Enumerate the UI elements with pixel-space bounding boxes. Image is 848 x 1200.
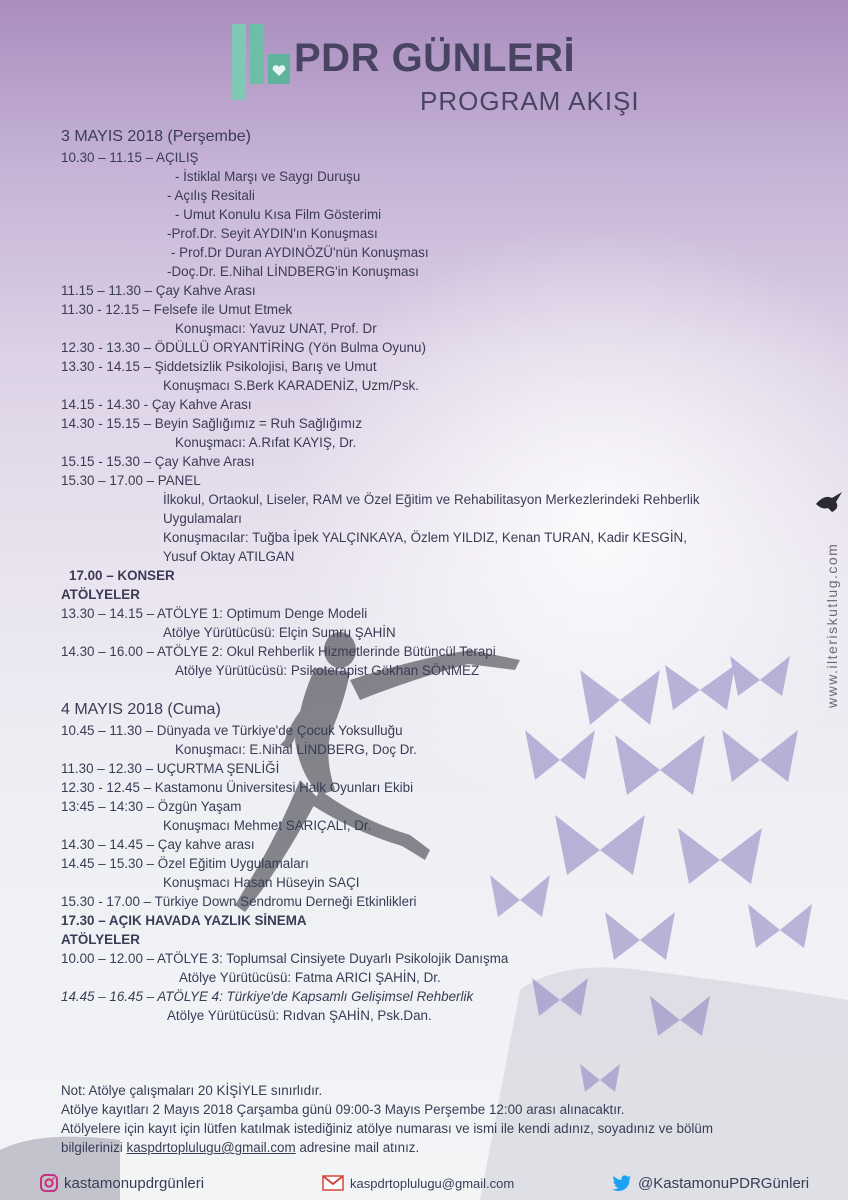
bird-icon	[814, 490, 844, 516]
schedule-line: 17.30 – AÇIK HAVADA YAZLIK SİNEMA	[61, 913, 307, 928]
schedule-line: 14.45 – 15.30 – Özel Eğitim Uygulamaları	[61, 856, 309, 871]
email-text: kaspdrtoplulugu@gmail.com	[350, 1175, 515, 1191]
instagram-handle[interactable]	[40, 1172, 204, 1194]
schedule-line: Konuşmacı S.Berk KARADENİZ, Uzm/Psk.	[163, 378, 419, 393]
schedule-line: 11.15 – 11.30 – Çay Kahve Arası	[61, 283, 256, 298]
note-text: adresine mail atınız.	[295, 1140, 420, 1155]
schedule-line: Konuşmacı: A.Rıfat KAYIŞ, Dr.	[175, 435, 357, 450]
workshops-heading: ATÖLYELER	[61, 587, 140, 602]
schedule-line: 14.30 – 14.45 – Çay kahve arası	[61, 837, 255, 852]
page-title: PDR GÜNLERİ	[294, 36, 576, 80]
schedule-line: 15.15 - 15.30 – Çay Kahve Arası	[61, 454, 255, 469]
schedule-line: 14.45 – 16.45 – ATÖLYE 4: Türkiye'de Kapsamlı Gelişimsel Rehberlik	[61, 989, 474, 1004]
schedule-line: - İstiklal Marşı ve Saygı Duruşu	[175, 169, 361, 184]
schedule-line: 14.30 - 15.15 – Beyin Sağlığımız = Ruh Sağlığımız	[61, 416, 363, 431]
schedule-line: Uygulamaları	[163, 511, 242, 526]
schedule-line: 12.30 - 13.30 – ÖDÜLLÜ ORYANTİRİNG (Yön Bulma Oyunu)	[61, 340, 426, 355]
schedule-line: 13:45 – 14:30 – Özgün Yaşam	[61, 799, 242, 814]
instagram-icon	[40, 1174, 58, 1192]
program-content	[61, 126, 801, 1025]
schedule-line: 15.30 - 17.00 – Türkiye Down Sendromu Derneği Etkinlikleri	[61, 894, 417, 909]
schedule-line: 13.30 - 14.15 – Şiddetsizlik Psikolojisi, Barış ve Umut	[61, 359, 377, 374]
footer-email[interactable]	[322, 1172, 514, 1194]
schedule-line: 11.30 - 12.15 – Felsefe ile Umut Etmek	[61, 302, 293, 317]
schedule-line: 17.00 – KONSER	[69, 568, 175, 583]
schedule-line: 10.00 – 12.00 – ATÖLYE 3: Toplumsal Cinsiyete Duyarlı Psikolojik Danışma	[61, 951, 509, 966]
schedule-line: 10.45 – 11.30 – Dünyada ve Türkiye'de Çocuk Yoksulluğu	[61, 723, 403, 738]
footer	[0, 1168, 848, 1200]
schedule-line: Konuşmacı: E.Nihal LİNDBERG, Doç Dr.	[175, 742, 417, 757]
day2-heading: 4 MAYIS 2018 (Cuma)	[61, 701, 221, 718]
note-line	[61, 1138, 811, 1157]
schedule-line: Konuşmacılar: Tuğba İpek YALÇINKAYA, Özlem YILDIZ, Kenan TURAN, Kadir KESGİN,	[163, 530, 687, 545]
schedule-line: 14.15 - 14.30 - Çay Kahve Arası	[61, 397, 252, 412]
schedule-line: 12.30 - 12.45 – Kastamonu Üniversitesi Halk Oyunları Ekibi	[61, 780, 414, 795]
schedule-line: Konuşmacı Hasan Hüseyin SAÇI	[163, 875, 360, 890]
twitter-handle[interactable]	[612, 1172, 809, 1194]
schedule-line: Yusuf Oktay ATILGAN	[163, 549, 295, 564]
schedule-line: Atölye Yürütücüsü: Fatma ARICI ŞAHİN, Dr.	[179, 970, 441, 985]
schedule-line: Konuşmacı: Yavuz UNAT, Prof. Dr	[175, 321, 377, 336]
schedule-line: 15.30 – 17.00 – PANEL	[61, 473, 201, 488]
registration-note	[61, 1081, 811, 1157]
schedule-line: İlkokul, Ortaokul, Liseler, RAM ve Özel Eğitim ve Rehabilitasyon Merkezlerindeki Rehberlik	[163, 492, 700, 507]
day1-heading: 3 MAYIS 2018 (Perşembe)	[61, 128, 252, 145]
schedule-line: Atölye Yürütücüsü: Elçin Sumru ŞAHİN	[163, 625, 396, 640]
schedule-line: -Prof.Dr. Seyit AYDIN'ın Konuşması	[167, 226, 378, 241]
note-text: bilgilerinizi	[61, 1140, 127, 1155]
pdr-logo-icon	[230, 24, 290, 100]
schedule-line: - Açılış Resitali	[167, 188, 255, 203]
schedule-line: Konuşmacı Mehmet SARIÇALI, Dr.	[163, 818, 372, 833]
schedule-line: -Doç.Dr. E.Nihal LİNDBERG'in Konuşması	[167, 264, 419, 279]
twitter-icon	[612, 1175, 632, 1191]
page-subtitle: PROGRAM AKIŞI	[420, 86, 640, 116]
note-line: Atölye kayıtları 2 Mayıs 2018 Çarşamba günü 09:00-3 Mayıs Perşembe 12:00 arası alınacaktır.	[61, 1102, 625, 1117]
email-link[interactable]: kaspdrtoplulugu@gmail.com	[126, 1140, 296, 1155]
note-line: Atölyelere için kayıt için lütfen katılmak istediğiniz atölye numarası ve ismi ile kendi adınız, soyadınız ve bölüm	[61, 1121, 713, 1136]
schedule-line: Atölye Yürütücüsü: Rıdvan ŞAHİN, Psk.Dan.	[167, 1008, 432, 1023]
note-line: Not: Atölye çalışmaları 20 KİŞİYLE sınırlıdır.	[61, 1083, 323, 1098]
workshops-heading: ATÖLYELER	[61, 932, 140, 947]
twitter-text: @KastamonuPDRGünleri	[638, 1174, 810, 1192]
instagram-text: kastamonupdrgünleri	[64, 1174, 205, 1192]
schedule-line: 14.30 – 16.00 – ATÖLYE 2: Okul Rehberlik Hizmetlerinde Bütüncül Terapi	[61, 644, 496, 659]
schedule-line: 13.30 – 14.15 – ATÖLYE 1: Optimum Denge Modeli	[61, 606, 368, 621]
schedule-line: - Prof.Dr Duran AYDINÖZÜ'nün Konuşması	[171, 245, 429, 260]
schedule-line: 10.30 – 11.15 – AÇILIŞ	[61, 150, 199, 165]
schedule-line: - Umut Konulu Kısa Film Gösterimi	[175, 207, 382, 222]
schedule-line: Atölye Yürütücüsü: Psikoterapist Gökhan SÖNMEZ	[175, 663, 480, 678]
mail-icon	[322, 1175, 344, 1191]
website-credit: www.ilteriskutlug.com	[824, 542, 840, 708]
header	[230, 24, 650, 120]
schedule-line: 11.30 – 12.30 – UÇURTMA ŞENLİĞİ	[61, 761, 280, 776]
